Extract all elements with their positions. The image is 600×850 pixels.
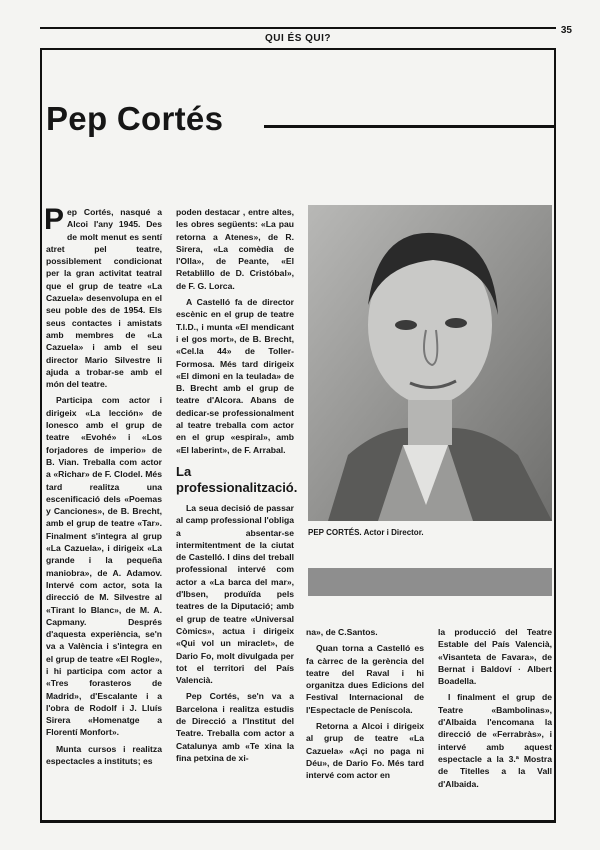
paragraph: Pep Cortés, se'n va a Barcelona i realitza estudis de Direcció a l'Institut del Teatre. Treballa com actor a Catalunya amb «Te xina la fina petxina de xi- xyxy=(176,691,294,763)
paragraph: Quan torna a Castelló es fa càrrec de la gerència del teatre del Raval i hi organitza dues Edicions del Festival Internacional de l'Espectacle de Peníscola. xyxy=(306,643,424,715)
bottom-rule xyxy=(40,820,556,823)
paragraph: La seua decisió de passar al camp professional l'obliga a absentar-se intermitentment de la ciutat de Castelló. I dins del treball professional intervé com actor a «La barca del mar», d'Ibsen, produïda pels teatres de la Diputació; amb el grup de teatre «Universal Còmics», actua i dirigeix «Qui vol un miraclet», de Dario Fo, molt divulgada per tot el territori del País Valencià. xyxy=(176,502,294,686)
page-header xyxy=(40,25,572,47)
drop-cap: P xyxy=(44,203,65,236)
paragraph: A Castelló fa de director escènic en el grup de teatre T.I.D., i munta «El mendicant i el gos mort», de B. Brecht, «Cel.la 44» de Toller-Formosa. Més tard dirigeix «El dimoni en la teulada» de B. Brecht amb el grup de teatre d'Alcora. Abans de dedicar-se professionalment al teatre treballa com actor en el grup «espiral», amb «El laberint», de F. Arrabal. xyxy=(176,297,294,455)
paragraph: Munta cursos i realitza espectacles a instituts; es xyxy=(46,743,162,767)
page-number: 35 xyxy=(560,25,572,36)
column-2 xyxy=(176,206,298,768)
paragraph: poden destacar , entre altes, les obres següents: «La pau retorna a Atenes», de R. Sirera, «La comèdia de l'Olla», de Peante, «El Retablillo de D. Cristóbal», de F. G. Lorca. xyxy=(176,207,294,291)
subheading: La professionalització. xyxy=(176,463,298,495)
gray-banner xyxy=(308,568,552,596)
column-4 xyxy=(438,626,552,794)
column-1 xyxy=(44,203,162,771)
intro-paragraph xyxy=(44,203,162,390)
paragraph: Retorna a Alcoi i dirigeix al grup de teatre «La Cazuela» «Açi no paga ni Déu», de Dario Fo. Més tard intervé com actor en xyxy=(306,721,424,781)
title-rule xyxy=(264,125,554,128)
paragraph: I finalment el grup de Teatre «Bambolinas», d'Albaida l'encomana la direcció de «Ferrabràs», i intervé amb aquest espectacle a la 3.ª Mostra de Titelles a la Vall d'Albaida. xyxy=(438,692,552,789)
top-rule xyxy=(40,27,556,29)
section-title: QUI ÉS QUI? xyxy=(264,33,332,44)
paragraph: na», de C.Santos. xyxy=(306,627,378,637)
portrait-illustration xyxy=(308,205,552,521)
article-title: Pep Cortés xyxy=(46,100,224,137)
paragraph-text: ep Cortés, nasqué a Alcoi l'any 1945. Des de molt menut es sentí atret pel teatre, possiblement condicionat per la gran activitat teatral que el grup de teatre «La Cazuela» desenvolupa en el seu poble des de 1954. Els seus contactes i amistats amb membres de «La Cazuela» i amb el seu director Mario Silvestre li ajuda a trobar-se amb el món del teatre. xyxy=(46,207,162,390)
portrait-photo xyxy=(308,205,552,521)
photo-caption: PEP CORTÉS. Actor i Director. xyxy=(308,528,424,537)
paragraph: Participa com actor i dirigeix «La lección» de Ionesco amb el grup de teatre «Evohé» i «Los forjadores de imperio» de B. Vian. Treballa com actor a «Richar» de F. Clodel. Més tard realitza una escenificació dels «Poemas y Canciones», de B. Brecht, amb el grup de teatre «Tar». Finalment s'integra al grup «La Cazuela», i dirigeix «La grande i la pequeña maniobra», de A. Adamov. Intervé com actor, sota la direcció de M. Silvestre al «Tirant lo Blanc», de M. A. Capmany. Després d'aquesta experiència, se'n va a València i s'integra en el grup de teatre «El Rogle», i hi participa com actor a «Tres forasteros de Madrid», d'Escalante i a l'obra de Rodolf i J. Lluís Sirera «Homenatge a Florentí Monfort». xyxy=(46,395,162,738)
paragraph: la producció del Teatre Estable del País Valencià, «Visanteta de Favara», de Bernat i Baldoví · Albert Boadella. xyxy=(438,627,552,687)
column-3 xyxy=(306,626,424,786)
